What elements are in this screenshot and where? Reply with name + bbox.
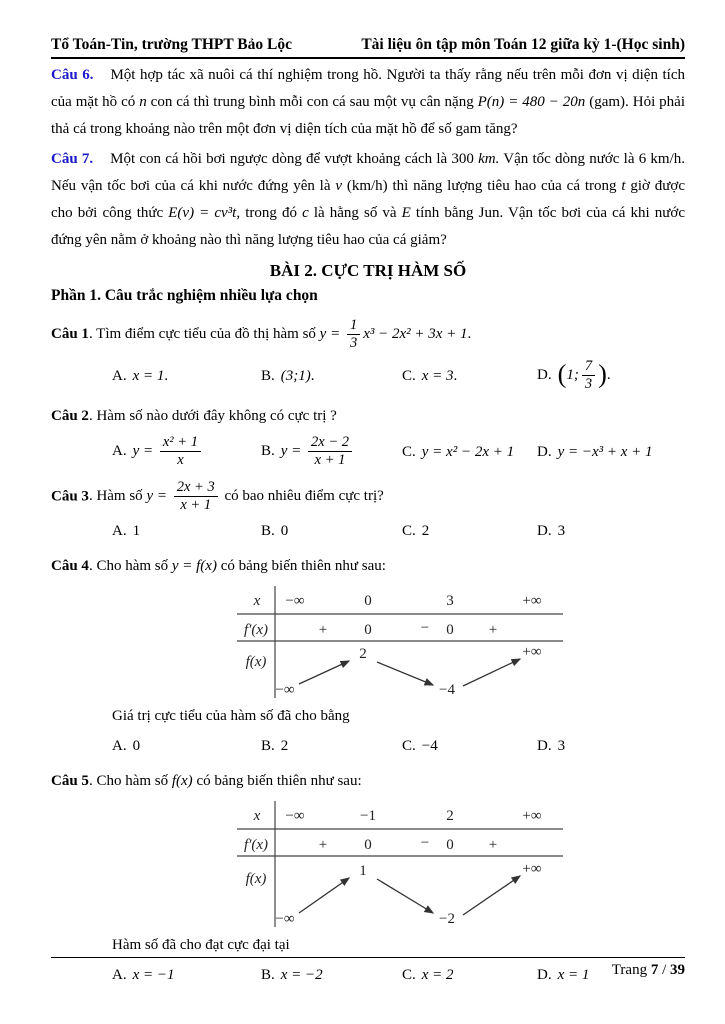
question-2-text: . Hàm số nào dưới đây không có cực trị ? (88, 407, 337, 424)
question-3-options (112, 518, 685, 544)
x-value: −∞ (285, 593, 305, 610)
fprime-sign: + (318, 622, 328, 639)
question-1-text: . Tìm điểm cực tiểu của đồ thị hàm số y = $\frac{1}{3}$ x³ − 2x² + 3x + 1. (88, 316, 472, 352)
question-1-options (112, 358, 685, 394)
f-limit-left: −∞ (275, 682, 295, 699)
option-b: B. y = $\frac{2x - 2}{x + 1}$ (261, 434, 402, 470)
question-7-label: Câu 7. (51, 151, 94, 167)
fprime-sign: 0 (446, 622, 454, 639)
row-label-f: f(x) (245, 871, 267, 888)
arrow-up (463, 876, 520, 915)
question-6 (51, 62, 685, 143)
variation-table-q5 (235, 799, 565, 927)
x-value: −1 (360, 808, 376, 825)
header-school: Tổ Toán-Tin, trường THPT Bảo Lộc (51, 36, 292, 53)
option-a: A. x = −1 (112, 967, 175, 984)
f-min-value: −2 (439, 911, 455, 928)
fprime-sign: + (318, 837, 328, 854)
question-2-options (112, 434, 685, 470)
fprime-sign: 0 (446, 837, 454, 854)
page-number: Trang 7 / 39 (611, 962, 685, 978)
option-d: D. y = −x³ + x + 1 (537, 443, 653, 460)
question-5-label: Câu 5 (51, 773, 89, 790)
arrow-up (299, 661, 349, 684)
question-6-label: Câu 6. (51, 67, 94, 83)
question-5-text: . Cho hàm số f(x) có bảng biến thiên như sau: (88, 773, 362, 790)
question-5-prompt: Hàm số đã cho đạt cực đại tại (112, 937, 290, 954)
fprime-sign: + (488, 837, 498, 854)
option-d: D. 3 (537, 738, 566, 755)
f-limit-left: −∞ (275, 911, 295, 928)
arrow-down (377, 662, 433, 685)
x-value: +∞ (522, 593, 542, 610)
question-4-options (112, 733, 685, 759)
arrow-up (299, 878, 349, 913)
option-c: C. y = x² − 2x + 1 (402, 443, 515, 460)
fprime-sign: 0 (364, 837, 372, 854)
question-2-label: Câu 2 (51, 407, 89, 424)
question-4-text: . Cho hàm số y = f(x) có bảng biến thiên như sau: (88, 558, 386, 575)
arrow-up (463, 659, 520, 686)
option-d: D. x = 1 (537, 967, 590, 984)
page-footer (51, 957, 685, 979)
part-title: Phần 1. Câu trắc nghiệm nhiều lựa chọn (51, 287, 318, 304)
question-6-text: Một hợp tác xã nuôi cá thí nghiệm trong hồ. Người ta thấy rằng nếu trên mỗi đơn vị diện tích của mặt hồ có n con cá thì trung bình mỗi con cá sau một vụ cân nặng P(n) = 480 − 20n (gam). Hỏi phải thả cá trong khoảng nào trên một đơn vị diện tích của mặt hồ để số gam tăng? (51, 67, 686, 137)
option-b: B. 2 (261, 738, 289, 755)
question-4-label: Câu 4 (51, 558, 89, 575)
option-a: A. 0 (112, 738, 141, 755)
question-3 (51, 479, 685, 545)
f-limit-right: +∞ (522, 644, 542, 661)
option-d: D. (1; $\frac{7}{3}$ ). (537, 358, 611, 393)
header-doc-title: Tài liệu ôn tập môn Toán 12 giữa kỳ 1-(Học sinh) (361, 36, 685, 53)
x-value: 2 (446, 808, 454, 825)
option-b: B. (3;1). (261, 367, 315, 384)
question-3-label: Câu 3 (51, 487, 89, 504)
x-value: +∞ (522, 808, 542, 825)
row-label-x: x (253, 593, 261, 610)
page-header (51, 36, 685, 59)
f-min-value: −4 (439, 682, 455, 699)
fprime-sign: 0 (364, 622, 372, 639)
option-d: D. 3 (537, 523, 566, 540)
arrow-down (377, 879, 433, 913)
option-a: A. 1 (112, 523, 141, 540)
question-2 (51, 403, 685, 470)
f-limit-right: +∞ (522, 861, 542, 878)
f-max-value: 2 (359, 646, 367, 663)
question-4-prompt: Giá trị cực tiểu của hàm số đã cho bằng (112, 708, 350, 725)
question-1 (51, 314, 685, 394)
fprime-sign: − (420, 620, 430, 637)
row-label-x: x (253, 808, 261, 825)
question-5 (51, 768, 685, 988)
row-label-f: f(x) (245, 654, 267, 671)
option-b: B. 0 (261, 523, 289, 540)
option-b: B. x = −2 (261, 967, 323, 984)
question-7 (51, 146, 685, 254)
option-c: C. 2 (402, 523, 430, 540)
option-a: A. x = 1. (112, 367, 169, 384)
option-c: C. −4 (402, 738, 438, 755)
f-max-value: 1 (359, 863, 367, 880)
fprime-sign: + (488, 622, 498, 639)
question-1-label: Câu 1 (51, 326, 89, 342)
option-a: A. y = $\frac{\text{x² + 1}}{x}$ (112, 434, 261, 470)
variation-table-q4 (235, 584, 565, 698)
question-3-text: . Hàm số y = $\frac{2x + 3}{x + 1}$ có bao nhiêu điểm cực trị? (88, 478, 384, 513)
option-c: C. x = 2 (402, 967, 454, 984)
question-4 (51, 553, 685, 759)
fprime-sign: − (420, 835, 430, 852)
section-title: BÀI 2. CỰC TRỊ HÀM SỐ (269, 261, 467, 280)
option-c: C. x = 3. (402, 367, 458, 384)
x-value: 3 (446, 593, 454, 610)
x-value: −∞ (285, 808, 305, 825)
row-label-fprime: f′(x) (243, 622, 269, 639)
x-value: 0 (364, 593, 372, 610)
row-label-fprime: f′(x) (243, 837, 269, 854)
question-7-text: Một con cá hồi bơi ngược dòng để vượt khoảng cách là 300 km. Vận tốc dòng nước là 6 km/h. Nếu vận tốc bơi của cá khi nước đứng yên là v (km/h) thì năng lượng tiêu hao của cá trong t giờ được cho bởi công thức E(v) = cv³t, trong đó c là hằng số và E tính bằng Jun. Vận tốc bơi của cá khi nước đứng yên nằm ở khoảng nào thì năng lượng tiêu hao của cá giảm? (51, 151, 686, 248)
